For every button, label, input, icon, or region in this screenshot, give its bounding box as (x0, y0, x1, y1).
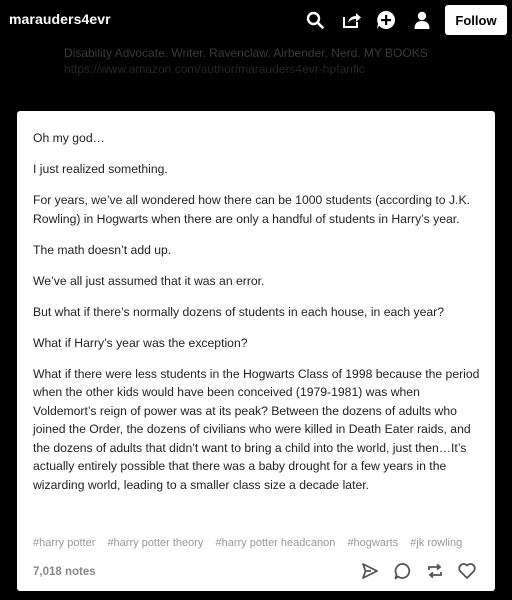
post-paragraph: Oh my god… (33, 131, 105, 145)
post-paragraph: What if Harry’s year was the exception? (33, 335, 248, 350)
post-paragraph: But what if there’s normally dozens of students in each house, in each year? (33, 304, 445, 319)
send-icon[interactable] (360, 561, 380, 581)
post-body (33, 129, 481, 507)
reply-icon[interactable] (393, 561, 413, 581)
blog-description: Disability Advocate. Writer. Ravenclaw. Airbender. Nerd. MY BOOKS (64, 46, 428, 60)
reblog-icon[interactable] (425, 561, 445, 581)
post-paragraph: I just realized something. (33, 162, 168, 176)
blog-link[interactable]: https://www.amazon.com/author/marauders4evr-hpfanfic (64, 62, 365, 76)
blog-name[interactable]: marauders4evr (9, 11, 111, 27)
post-paragraph: We’ve all just assumed that it was an error. (33, 273, 265, 288)
like-heart-icon[interactable] (457, 561, 477, 581)
post-tags (33, 537, 493, 549)
post-paragraph: For years, we’ve all wondered how there can be 1000 students (according to J.K. Rowling) in Hogwarts when there are only a handful of students in Harry’s year. (33, 193, 470, 226)
notes-count[interactable]: 7,018 notes (33, 566, 96, 578)
add-icon[interactable] (375, 9, 397, 31)
tag-link[interactable]: #jk rowling (410, 537, 463, 549)
user-icon[interactable] (411, 9, 433, 31)
tag-link[interactable]: #harry potter theory (107, 537, 204, 549)
follow-button[interactable]: Follow (445, 5, 507, 35)
share-icon[interactable] (341, 9, 363, 31)
tag-link[interactable]: #harry potter (33, 537, 96, 549)
post-paragraph: What if there were less students in the Hogwarts Class of 1998 because the period when the other kids would have been conceived (1979-1981) was when Voldemort’s reign of power was at its peak? Between the dozens of adults who joined the Order, the dozens of civilians who were killed in Death Eater raids, and the dozens of adults that didn’t want to bring a child into the world, just then…It’s actually entirely possible that there was a baby drought for a few years in the wizarding world, leading to a smaller class size a decade later. (33, 366, 480, 492)
tag-link[interactable]: #hogwarts (347, 537, 399, 549)
tag-link[interactable]: #harry potter headcanon (215, 537, 336, 549)
top-bar (0, 0, 512, 40)
search-icon[interactable] (304, 9, 326, 31)
post-paragraph: The math doesn’t add up. (33, 242, 172, 257)
post-card (17, 111, 495, 591)
